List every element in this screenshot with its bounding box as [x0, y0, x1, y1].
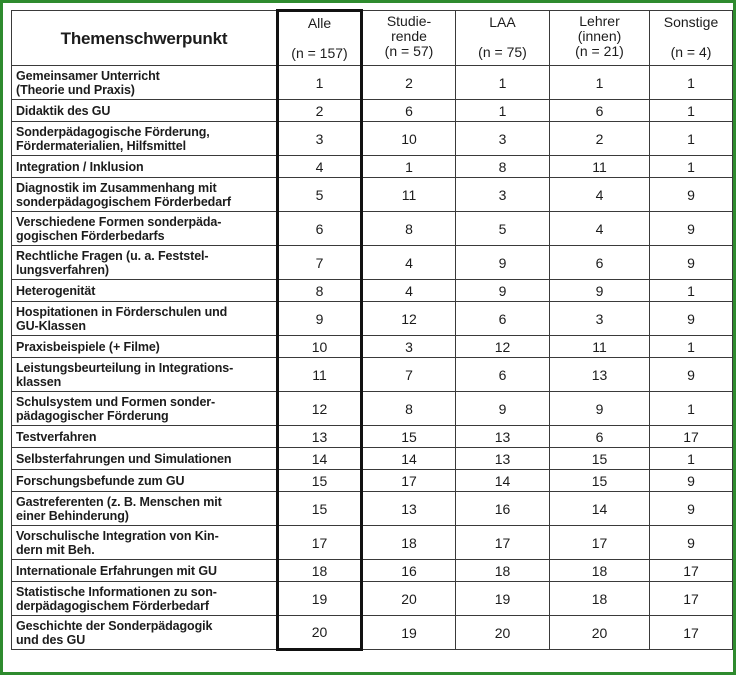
rank-cell-alle: 6 — [278, 212, 362, 246]
rank-cell-studierende: 13 — [362, 492, 456, 526]
rank-cell-studierende: 16 — [362, 560, 456, 582]
rank-cell-sonstige: 1 — [650, 100, 733, 122]
topic-cell: Geschichte der Sonderpädagogik und des GU — [12, 616, 278, 650]
rank-cell-lehrer: 1 — [550, 66, 650, 100]
rank-cell-lehrer: 18 — [550, 582, 650, 616]
rank-cell-lehrer: 11 — [550, 336, 650, 358]
rank-cell-sonstige: 1 — [650, 156, 733, 178]
rank-cell-lehrer: 4 — [550, 212, 650, 246]
rank-cell-sonstige: 1 — [650, 122, 733, 156]
rank-cell-lehrer: 15 — [550, 448, 650, 470]
rank-cell-studierende: 14 — [362, 448, 456, 470]
rank-cell-studierende: 1 — [362, 156, 456, 178]
rank-cell-alle: 7 — [278, 246, 362, 280]
topic-cell: Forschungsbefunde zum GU — [12, 470, 278, 492]
rank-cell-laa: 6 — [456, 302, 550, 336]
rank-cell-studierende: 19 — [362, 616, 456, 650]
header-lehrer-label: Lehrer (innen) — [577, 13, 622, 44]
rank-cell-laa: 5 — [456, 212, 550, 246]
rank-cell-alle: 14 — [278, 448, 362, 470]
header-laa-n: (n = 75) — [478, 44, 527, 60]
table-row — [12, 358, 733, 392]
header-alle-n: (n = 157) — [291, 45, 348, 61]
rank-cell-sonstige: 9 — [650, 526, 733, 560]
rank-cell-laa: 17 — [456, 526, 550, 560]
table-row — [12, 212, 733, 246]
rank-cell-sonstige: 9 — [650, 302, 733, 336]
rank-cell-studierende: 8 — [362, 212, 456, 246]
header-sonstige-n: (n = 4) — [670, 44, 712, 60]
topic-cell: Internationale Erfahrungen mit GU — [12, 560, 278, 582]
rank-cell-lehrer: 6 — [550, 100, 650, 122]
rank-cell-studierende: 8 — [362, 392, 456, 426]
header-sonstige-label: Sonstige — [663, 14, 719, 30]
table-body — [12, 66, 733, 650]
rank-cell-studierende: 17 — [362, 470, 456, 492]
rank-cell-alle: 1 — [278, 66, 362, 100]
rank-cell-studierende: 2 — [362, 66, 456, 100]
rank-cell-alle: 5 — [278, 178, 362, 212]
rank-cell-alle: 9 — [278, 302, 362, 336]
table-row — [12, 100, 733, 122]
rank-cell-lehrer: 18 — [550, 560, 650, 582]
rank-cell-studierende: 15 — [362, 426, 456, 448]
header-alle — [278, 11, 362, 66]
rank-cell-sonstige: 17 — [650, 616, 733, 650]
rank-cell-laa: 3 — [456, 178, 550, 212]
rank-cell-sonstige: 9 — [650, 212, 733, 246]
rank-cell-laa: 18 — [456, 560, 550, 582]
topic-cell: Diagnostik im Zusammenhang mit sonderpädagogischem Förderbedarf — [12, 178, 278, 212]
header-laa-label: LAA — [489, 14, 516, 30]
rank-cell-studierende: 4 — [362, 280, 456, 302]
table-row — [12, 302, 733, 336]
header-studierende-label: Studie- rende — [386, 13, 432, 44]
rank-cell-alle: 19 — [278, 582, 362, 616]
rank-cell-alle: 2 — [278, 100, 362, 122]
header-row — [12, 11, 733, 66]
rank-cell-laa: 9 — [456, 392, 550, 426]
ranking-table — [11, 9, 733, 651]
rank-cell-sonstige: 9 — [650, 358, 733, 392]
rank-cell-laa: 20 — [456, 616, 550, 650]
rank-cell-lehrer: 6 — [550, 246, 650, 280]
table-row — [12, 582, 733, 616]
rank-cell-lehrer: 13 — [550, 358, 650, 392]
rank-cell-sonstige: 17 — [650, 560, 733, 582]
rank-cell-laa: 19 — [456, 582, 550, 616]
rank-cell-studierende: 3 — [362, 336, 456, 358]
rank-cell-alle: 3 — [278, 122, 362, 156]
rank-cell-lehrer: 9 — [550, 392, 650, 426]
table-row — [12, 560, 733, 582]
rank-cell-laa: 9 — [456, 280, 550, 302]
rank-cell-laa: 1 — [456, 100, 550, 122]
topic-cell: Integration / Inklusion — [12, 156, 278, 178]
header-topic-label: Themenschwerpunkt — [60, 28, 228, 48]
rank-cell-sonstige: 9 — [650, 178, 733, 212]
table-row — [12, 156, 733, 178]
table-row — [12, 526, 733, 560]
rank-cell-studierende: 6 — [362, 100, 456, 122]
topic-cell: Hospitationen in Förderschulen und GU-Klassen — [12, 302, 278, 336]
rank-cell-alle: 13 — [278, 426, 362, 448]
topic-cell: Verschiedene Formen sonderpäda- gogischen Förderbedarfs — [12, 212, 278, 246]
rank-cell-sonstige: 1 — [650, 336, 733, 358]
table-row — [12, 280, 733, 302]
rank-cell-alle: 15 — [278, 492, 362, 526]
rank-cell-alle: 11 — [278, 358, 362, 392]
table-row — [12, 66, 733, 100]
rank-cell-laa: 13 — [456, 426, 550, 448]
rank-cell-lehrer: 4 — [550, 178, 650, 212]
table-row — [12, 392, 733, 426]
rank-cell-studierende: 4 — [362, 246, 456, 280]
rank-cell-lehrer: 17 — [550, 526, 650, 560]
rank-cell-alle: 18 — [278, 560, 362, 582]
header-topic — [12, 11, 278, 66]
topic-cell: Testverfahren — [12, 426, 278, 448]
rank-cell-sonstige: 1 — [650, 66, 733, 100]
rank-cell-alle: 4 — [278, 156, 362, 178]
rank-cell-studierende: 10 — [362, 122, 456, 156]
rank-cell-sonstige: 17 — [650, 426, 733, 448]
rank-cell-sonstige: 1 — [650, 280, 733, 302]
topic-cell: Schulsystem und Formen sonder- pädagogischer Förderung — [12, 392, 278, 426]
table-row — [12, 470, 733, 492]
rank-cell-laa: 6 — [456, 358, 550, 392]
header-laa — [456, 11, 550, 66]
header-studierende — [362, 11, 456, 66]
rank-cell-studierende: 20 — [362, 582, 456, 616]
rank-cell-sonstige: 9 — [650, 246, 733, 280]
header-lehrer — [550, 11, 650, 66]
rank-cell-laa: 16 — [456, 492, 550, 526]
table-row — [12, 492, 733, 526]
rank-cell-studierende: 12 — [362, 302, 456, 336]
header-studierende-n: (n = 57) — [384, 43, 434, 59]
rank-cell-alle: 12 — [278, 392, 362, 426]
header-lehrer-n: (n = 21) — [575, 43, 624, 59]
rank-cell-sonstige: 9 — [650, 470, 733, 492]
table-row — [12, 616, 733, 650]
rank-cell-laa: 12 — [456, 336, 550, 358]
topic-cell: Statistische Informationen zu son- derpädagogischem Förderbedarf — [12, 582, 278, 616]
rank-cell-studierende: 11 — [362, 178, 456, 212]
topic-cell: Praxisbeispiele (+ Filme) — [12, 336, 278, 358]
topic-cell: Didaktik des GU — [12, 100, 278, 122]
topic-cell: Vorschulische Integration von Kin- dern mit Beh. — [12, 526, 278, 560]
topic-cell: Gastreferenten (z. B. Menschen mit einer Behinderung) — [12, 492, 278, 526]
rank-cell-sonstige: 17 — [650, 582, 733, 616]
rank-cell-sonstige: 1 — [650, 392, 733, 426]
rank-cell-laa: 8 — [456, 156, 550, 178]
rank-cell-laa: 1 — [456, 66, 550, 100]
rank-cell-sonstige: 1 — [650, 448, 733, 470]
rank-cell-laa: 14 — [456, 470, 550, 492]
header-alle-label: Alle — [307, 15, 332, 31]
topic-cell: Leistungsbeurteilung in Integrations- klassen — [12, 358, 278, 392]
rank-cell-studierende: 18 — [362, 526, 456, 560]
rank-cell-laa: 3 — [456, 122, 550, 156]
rank-cell-lehrer: 2 — [550, 122, 650, 156]
table-row — [12, 336, 733, 358]
header-sonstige — [650, 11, 733, 66]
rank-cell-alle: 17 — [278, 526, 362, 560]
rank-cell-lehrer: 3 — [550, 302, 650, 336]
rank-cell-alle: 20 — [278, 616, 362, 650]
rank-cell-lehrer: 11 — [550, 156, 650, 178]
topic-cell: Heterogenität — [12, 280, 278, 302]
topic-cell: Sonderpädagogische Förderung, Fördermaterialien, Hilfsmittel — [12, 122, 278, 156]
rank-cell-lehrer: 9 — [550, 280, 650, 302]
table-row — [12, 122, 733, 156]
rank-cell-alle: 10 — [278, 336, 362, 358]
rank-cell-lehrer: 15 — [550, 470, 650, 492]
topic-cell: Rechtliche Fragen (u. a. Feststel- lungsverfahren) — [12, 246, 278, 280]
rank-cell-lehrer: 20 — [550, 616, 650, 650]
table-row — [12, 246, 733, 280]
table-row — [12, 178, 733, 212]
rank-cell-sonstige: 9 — [650, 492, 733, 526]
rank-cell-laa: 9 — [456, 246, 550, 280]
rank-cell-alle: 8 — [278, 280, 362, 302]
rank-cell-lehrer: 14 — [550, 492, 650, 526]
table-row — [12, 426, 733, 448]
topic-cell: Gemeinsamer Unterricht (Theorie und Praxis) — [12, 66, 278, 100]
topic-cell: Selbsterfahrungen und Simulationen — [12, 448, 278, 470]
rank-cell-studierende: 7 — [362, 358, 456, 392]
rank-cell-alle: 15 — [278, 470, 362, 492]
rank-cell-laa: 13 — [456, 448, 550, 470]
table-row — [12, 448, 733, 470]
rank-cell-lehrer: 6 — [550, 426, 650, 448]
